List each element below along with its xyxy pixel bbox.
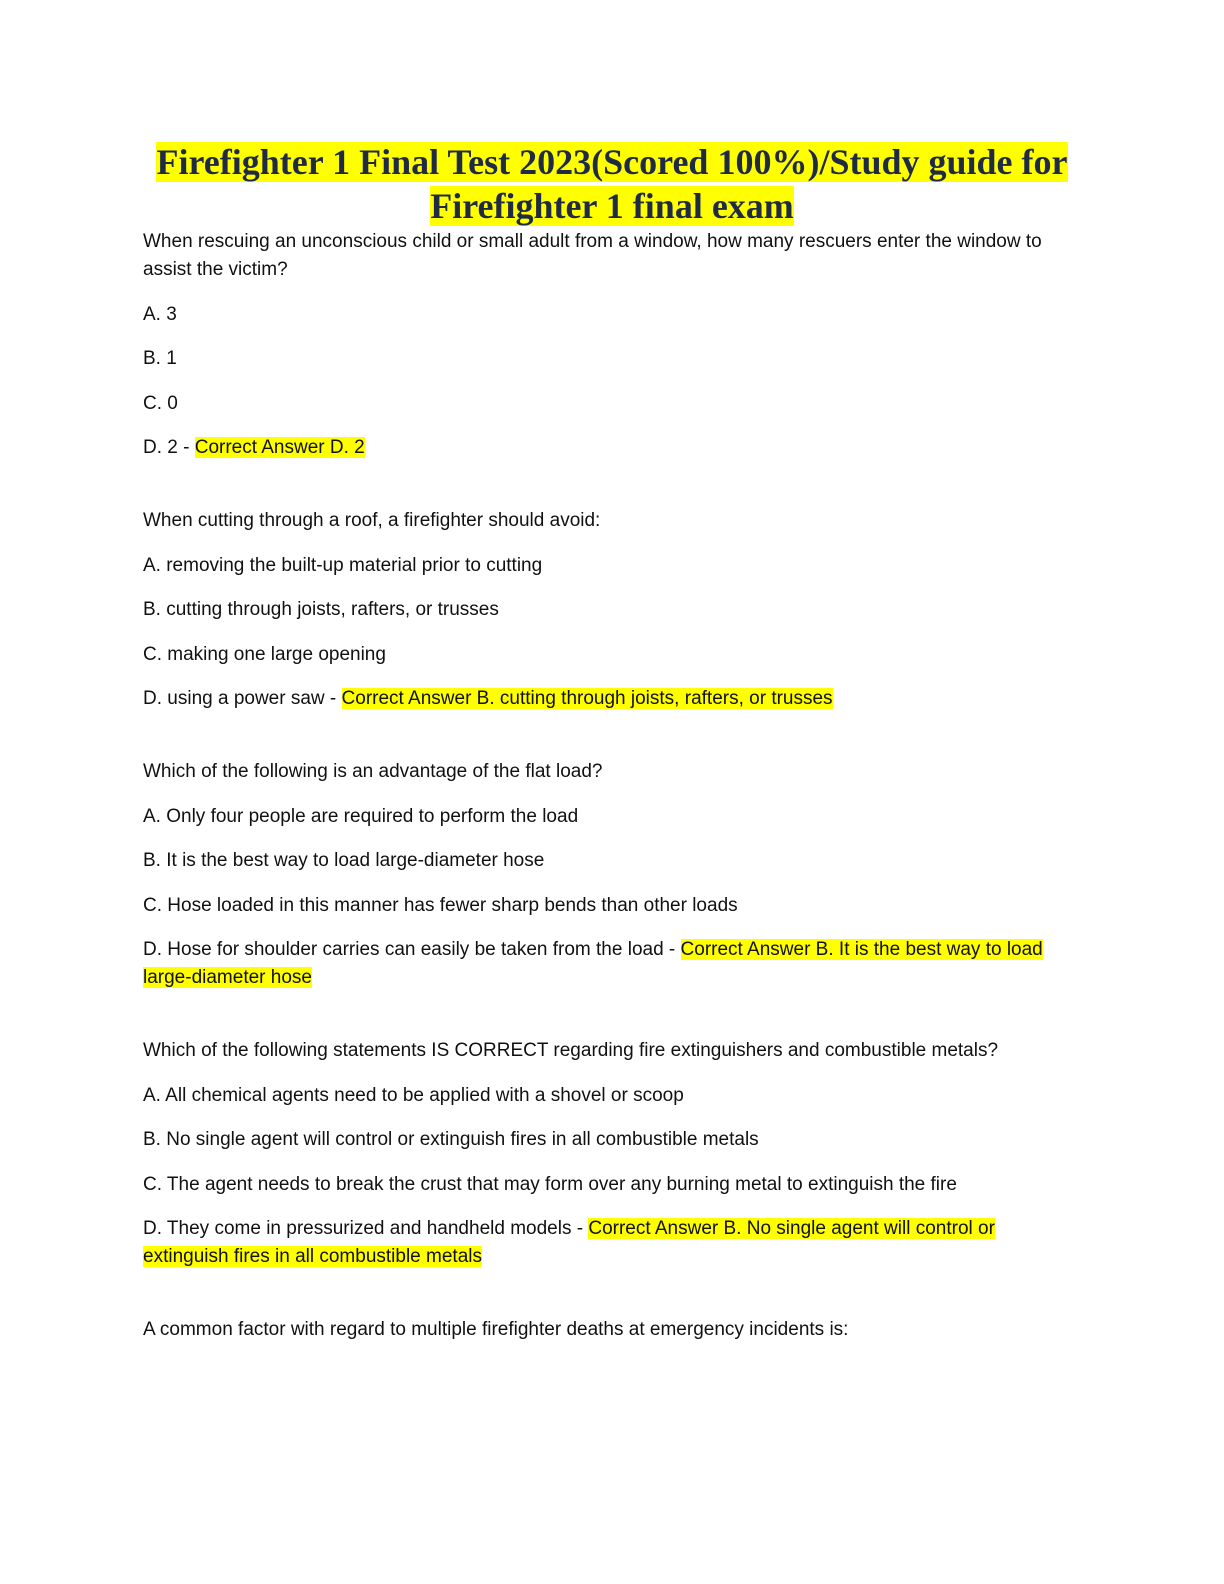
- option-a: A. 3: [143, 303, 177, 325]
- option-d-text: D. using a power saw -: [143, 688, 342, 709]
- question-text: A common factor with regard to multiple firefighter deaths at emergency incidents is:: [143, 1319, 849, 1340]
- question-block: [143, 228, 1083, 462]
- option-a: A. All chemical agents need to be applied with a shovel or scoop: [143, 1084, 684, 1106]
- option-a: A. Only four people are required to perform the load: [143, 805, 579, 827]
- option-d-text: D. Hose for shoulder carries can easily be taken from the load -: [143, 939, 681, 960]
- document-title: [100, 140, 1124, 228]
- option-d: [143, 434, 1083, 462]
- question-text: When cutting through a roof, a firefighter should avoid:: [143, 510, 601, 531]
- option-d: [143, 685, 1083, 713]
- option-b: B. cutting through joists, rafters, or trusses: [143, 599, 499, 620]
- correct-answer: Correct Answer B. No single agent will control or extinguish fires in all combustible metals: [143, 1218, 995, 1267]
- option-d: [143, 1215, 1083, 1271]
- option-d-text: D. They come in pressurized and handheld models -: [143, 1218, 589, 1239]
- title-highlight: Firefighter 1 Final Test 2023(Scored 100%)/Study guide for Firefighter 1 final exam: [156, 142, 1068, 226]
- question-text: Which of the following statements IS CORRECT regarding fire extinguishers and combustible metals?: [143, 1040, 999, 1061]
- option-c: C. making one large opening: [143, 643, 386, 665]
- correct-answer: Correct Answer D. 2: [194, 437, 365, 458]
- option-c: C. Hose loaded in this manner has fewer sharp bends than other loads: [143, 894, 738, 916]
- question-text: When rescuing an unconscious child or small adult from a window, how many rescuers enter the window to assist the victim?: [143, 231, 1042, 280]
- question-text: Which of the following is an advantage of the flat load?: [143, 761, 603, 782]
- correct-answer: Correct Answer B. cutting through joists, rafters, or trusses: [341, 688, 833, 709]
- option-b: B. 1: [143, 348, 177, 369]
- option-b: B. No single agent will control or extinguish fires in all combustible metals: [143, 1129, 759, 1150]
- option-d-text: D. 2 -: [143, 437, 195, 458]
- option-a: A. removing the built-up material prior to cutting: [143, 554, 543, 576]
- question-block: [143, 758, 1083, 992]
- option-c: C. The agent needs to break the crust that may form over any burning metal to extinguish the fire: [143, 1173, 957, 1195]
- question-list: [143, 228, 1083, 1389]
- question-block: [143, 507, 1083, 713]
- option-b: B. It is the best way to load large-diameter hose: [143, 850, 545, 871]
- question-block: [143, 1037, 1083, 1271]
- option-d: [143, 936, 1083, 992]
- option-c: C. 0: [143, 392, 178, 414]
- question-block: [143, 1316, 1083, 1344]
- correct-answer: Correct Answer B. It is the best way to load large-diameter hose: [143, 939, 1043, 988]
